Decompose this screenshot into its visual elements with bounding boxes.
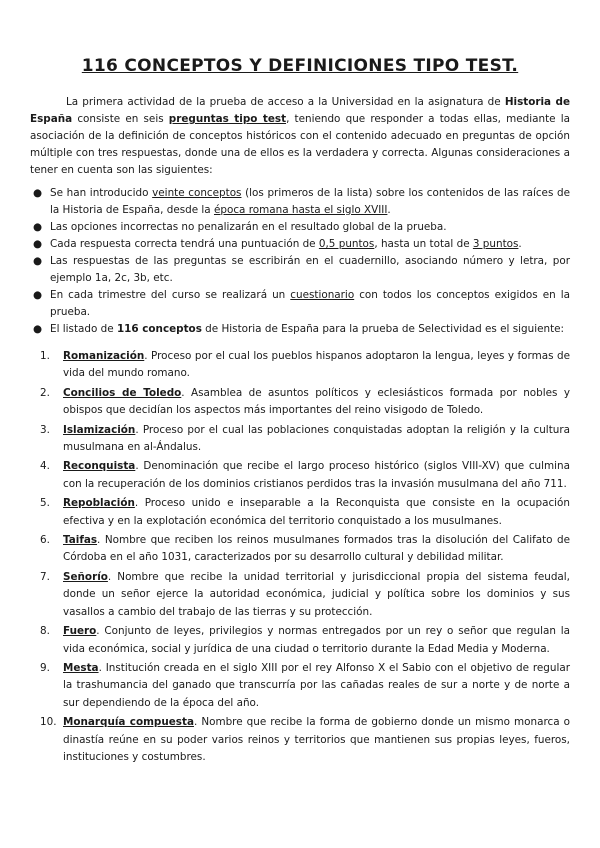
intro-underlined-test: preguntas tipo test bbox=[168, 113, 287, 125]
concept-term: Reconquista bbox=[63, 460, 136, 473]
intro-text: La primera actividad de la prueba de acceso a la Universidad en la asignatura de bbox=[66, 96, 505, 108]
concept-term: Romanización bbox=[63, 350, 145, 362]
concept-number: 7. bbox=[40, 570, 50, 583]
concept-definition: . Proceso por el cual los pueblos hispanos adoptaron la lengua, leyes y formas de vida del mundo romano. bbox=[63, 350, 570, 380]
concept-term: Monarquía compuesta bbox=[63, 716, 194, 729]
intro-paragraph bbox=[30, 94, 570, 179]
bullet-icon: ● bbox=[33, 221, 43, 233]
concept-number: 9. bbox=[40, 661, 50, 674]
concept-term: Fuero bbox=[63, 625, 97, 638]
concept-item bbox=[30, 623, 570, 658]
concept-item bbox=[30, 714, 570, 766]
concept-item bbox=[30, 348, 570, 383]
concept-item bbox=[30, 660, 570, 712]
concept-item bbox=[30, 422, 570, 457]
bullet-icon: ● bbox=[33, 289, 43, 301]
concept-term: Repoblación bbox=[63, 497, 135, 510]
considerations-list bbox=[30, 185, 570, 338]
concept-term: Islamización bbox=[63, 423, 136, 436]
list-item: ● Cada respuesta correcta tendrá una puntuación de 0,5 puntos, hasta un total de 3 puntos. bbox=[30, 236, 570, 253]
list-item: ● Las opciones incorrectas no penalizarán en el resultado global de la prueba. bbox=[30, 219, 570, 236]
concept-number: 10. bbox=[40, 716, 57, 729]
concept-definition: . Proceso unido e inseparable a la Reconquista que consiste en la ocupación efectiva y en la explotación económica del territorio conquistado a los musulmanes. bbox=[63, 497, 570, 527]
document-title: 116 CONCEPTOS Y DEFINICIONES TIPO TEST. bbox=[81, 56, 519, 76]
concept-number: 4. bbox=[40, 460, 50, 473]
concept-number: 2. bbox=[40, 386, 50, 399]
concept-number: 6. bbox=[40, 534, 50, 547]
concept-item bbox=[30, 532, 570, 567]
intro-text: , teniendo que responder a todas ellas, mediante la asociación de la definición de conceptos históricos con el contenido adecuado en preguntas de opción múltiple con tres respuestas, donde una de ellos es la verdadera y correcta. Algunas consideraciones a tener en cuenta son las siguientes: bbox=[30, 113, 570, 176]
intro-text: consiste en seis bbox=[72, 113, 169, 125]
concept-term: Concilios de Toledo bbox=[63, 386, 182, 399]
concepts-list bbox=[30, 348, 570, 766]
list-item: ● El listado de 116 conceptos de Historia de España para la prueba de Selectividad es el siguiente: bbox=[30, 321, 570, 338]
concept-term: Señorío bbox=[63, 570, 108, 583]
intro-bold-subject: Historia de España bbox=[30, 96, 570, 125]
concept-term: Mesta bbox=[63, 661, 99, 674]
bullet-icon: ● bbox=[33, 238, 43, 250]
document-page bbox=[30, 56, 570, 768]
list-item: ● Se han introducido veinte conceptos (los primeros de la lista) sobre los contenidos de las raíces de la Historia de España, desde la época romana hasta el siglo XVIII. bbox=[33, 187, 570, 216]
bullet-icon: ● bbox=[33, 255, 43, 267]
concept-item bbox=[30, 569, 570, 621]
concept-definition: . Nombre que recibe la forma de gobierno donde un mismo monarca o dinastía reúne en su poder varios reinos y territorios que mantienen sus propias leyes, fueros, instituciones y costumbres. bbox=[63, 716, 570, 763]
concept-item bbox=[30, 495, 570, 530]
bullet-icon: ● bbox=[33, 187, 43, 199]
concept-definition: . Denominación que recibe el largo proceso histórico (siglos VIII-XV) que culmina con la recuperación de los dominios cristianos perdidos tras la invasión musulmana del año 711. bbox=[63, 460, 570, 490]
concept-number: 3. bbox=[40, 423, 50, 436]
concept-definition: . Nombre que reciben los reinos musulmanes formados tras la disolución del Califato de Córdoba en el año 1031, caracterizados por su desarrollo cultural y debilidad militar. bbox=[63, 534, 570, 564]
concept-number: 8. bbox=[40, 625, 50, 638]
concept-definition: . Conjunto de leyes, privilegios y normas entregados por un rey o señor que regulan la vida económica, social y jurídica de una ciudad o territorio durante la Edad Media y Moderna. bbox=[63, 625, 570, 655]
concept-definition: . Nombre que recibe la unidad territorial y jurisdiccional propia del sistema feudal, donde un señor ejerce la autoridad económica, judicial y política sobre los dominios y sus vasallos a cambio del trabajo de las tierras y su protección. bbox=[63, 570, 570, 618]
list-item: ● Las respuestas de las preguntas se escribirán en el cuadernillo, asociando número y letra, por ejemplo 1a, 2c, 3b, etc. bbox=[33, 255, 570, 284]
bullet-icon: ● bbox=[33, 323, 43, 335]
concept-definition: . Institución creada en el siglo XIII por el rey Alfonso X el Sabio con el objetivo de regular la trashumancia del ganado que transcurría por las cañadas reales de sur a norte y de norte a sur dependiendo de la época del año. bbox=[63, 661, 570, 709]
concept-item bbox=[30, 458, 570, 493]
concept-number: 1. bbox=[40, 350, 50, 362]
concept-definition: . Proceso por el cual las poblaciones conquistadas adoptan la religión y la cultura musulmana en al-Ándalus. bbox=[63, 423, 570, 454]
concept-number: 5. bbox=[40, 497, 50, 510]
list-item: ● En cada trimestre del curso se realizará un cuestionario con todos los conceptos exigidos en la prueba. bbox=[33, 289, 570, 318]
concept-item bbox=[30, 385, 570, 420]
concept-term: Taifas bbox=[63, 534, 98, 547]
concept-definition: . Asamblea de asuntos políticos y eclesiásticos formada por nobles y obispos que decidían los aspectos más importantes del reino visigodo de Toledo. bbox=[63, 386, 570, 417]
